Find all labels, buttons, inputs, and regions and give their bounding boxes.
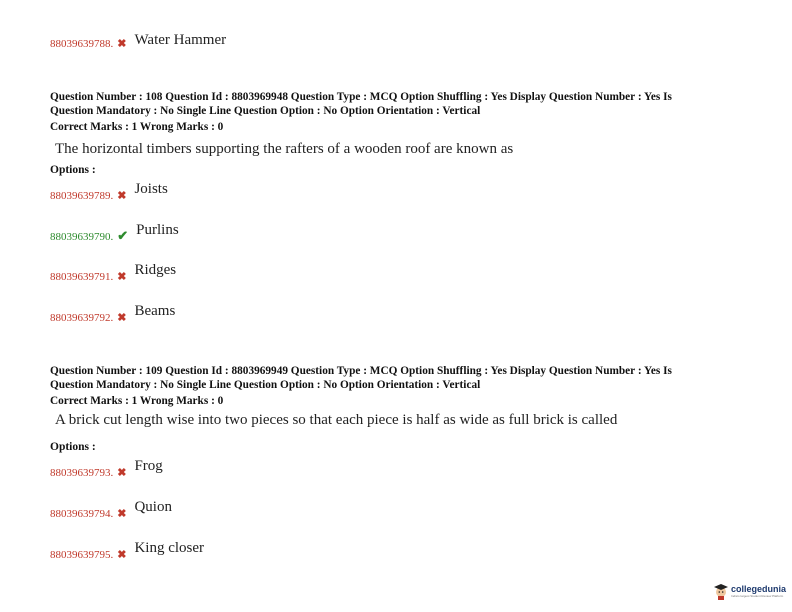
option-row	[50, 222, 179, 245]
meta-line: Question Number : 108 Question Id : 8803969948 Question Type : MCQ Option Shuffling : Yes Display Question Number : Yes Is	[50, 91, 672, 103]
check-icon: ✔	[117, 228, 129, 243]
question-marks: Correct Marks : 1 Wrong Marks : 0	[50, 121, 224, 133]
option-row	[50, 458, 163, 481]
question-meta	[50, 364, 672, 392]
option-id: 88039639794.	[50, 508, 114, 520]
option-text: Frog	[134, 458, 163, 474]
collegedunia-logo	[713, 582, 786, 600]
wrong-icon: ✖	[117, 190, 127, 202]
options-label: Options :	[50, 441, 96, 453]
option-text: Ridges	[134, 262, 177, 278]
option-id: 88039639789.	[50, 190, 114, 202]
option-row	[50, 262, 177, 285]
meta-line: Question Mandatory : No Single Line Question Option : No Option Orientation : Vertical	[50, 379, 481, 391]
wrong-icon: ✖	[117, 312, 127, 324]
option-row	[50, 499, 172, 522]
graduate-cap-icon	[713, 582, 729, 600]
meta-line: Question Number : 109 Question Id : 8803969949 Question Type : MCQ Option Shuffling : Yes Display Question Number : Yes Is	[50, 365, 672, 377]
wrong-icon: ✖	[117, 508, 127, 520]
option-id: 88039639791.	[50, 271, 114, 283]
logo-tagline: India's largest Student Review Platform	[730, 593, 784, 598]
option-text: King closer	[134, 540, 205, 556]
option-id: 88039639793.	[50, 467, 114, 479]
option-id: 88039639795.	[50, 549, 114, 561]
question-text: The horizontal timbers supporting the rafters of a wooden roof are known as	[55, 141, 514, 157]
logo-name: collegedunia	[730, 583, 786, 594]
wrong-icon: ✖	[117, 271, 127, 283]
wrong-icon: ✖	[117, 467, 127, 479]
option-row	[50, 540, 205, 563]
option-row	[50, 34, 226, 52]
option-id: 88039639792.	[50, 312, 114, 324]
meta-line: Question Mandatory : No Single Line Question Option : No Option Orientation : Vertical	[50, 105, 481, 117]
wrong-icon: ✖	[117, 38, 127, 50]
option-row	[50, 181, 168, 204]
wrong-icon: ✖	[117, 549, 127, 561]
option-text: Joists	[134, 181, 168, 197]
option-id: 88039639788.	[50, 38, 114, 50]
question-marks: Correct Marks : 1 Wrong Marks : 0	[50, 395, 224, 407]
option-text: Water Hammer	[134, 32, 227, 48]
options-label: Options :	[50, 164, 96, 176]
option-text: Beams	[134, 303, 176, 319]
option-id: 88039639790.	[50, 231, 114, 243]
option-text: Purlins	[136, 222, 179, 238]
question-meta	[50, 90, 672, 118]
question-text: A brick cut length wise into two pieces so that each piece is half as wide as full brick is called	[55, 412, 618, 428]
option-text: Quion	[134, 499, 172, 515]
option-row	[50, 303, 176, 326]
